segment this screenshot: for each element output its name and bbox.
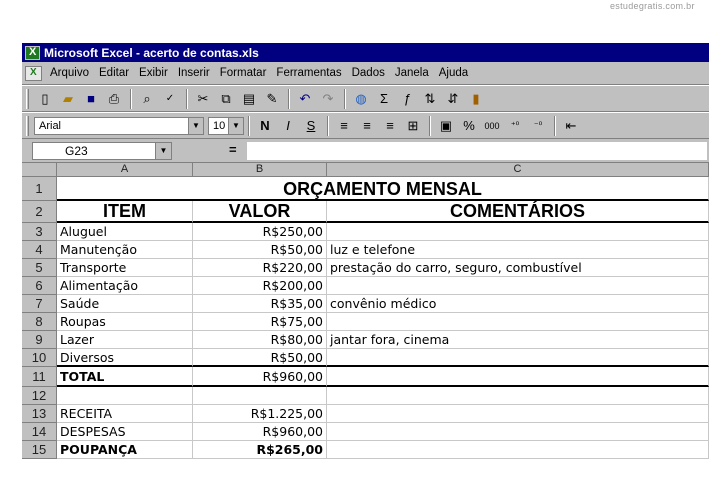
cell-b12[interactable] bbox=[193, 387, 327, 405]
undo-icon[interactable]: ↶ bbox=[299, 90, 311, 106]
underline-icon[interactable]: S bbox=[306, 118, 316, 133]
align-left-icon[interactable]: ≡ bbox=[340, 118, 348, 133]
standard-toolbar bbox=[22, 85, 709, 112]
column-header-c[interactable]: C bbox=[327, 163, 709, 177]
menu-dados[interactable]: Dados bbox=[351, 67, 385, 79]
table-row bbox=[22, 223, 709, 241]
cell-a14[interactable]: DESPESAS bbox=[57, 423, 193, 441]
chevron-down-icon[interactable]: ▼ bbox=[188, 118, 203, 134]
table-row bbox=[22, 331, 709, 349]
row-header[interactable]: 10 bbox=[22, 349, 57, 367]
italic-icon[interactable]: I bbox=[286, 118, 290, 133]
menu-editar[interactable]: Editar bbox=[99, 67, 130, 79]
cell-c6[interactable] bbox=[327, 277, 709, 295]
align-center-icon[interactable]: ≡ bbox=[363, 118, 371, 133]
cell-b15[interactable]: R$265,00 bbox=[193, 441, 327, 459]
sheet-title[interactable]: ORÇAMENTO MENSAL bbox=[57, 177, 709, 201]
table-row bbox=[22, 405, 709, 423]
table-row bbox=[22, 387, 709, 405]
separator bbox=[248, 116, 250, 136]
cell-c7[interactable]: convênio médico bbox=[327, 295, 709, 313]
row-header[interactable]: 14 bbox=[22, 423, 57, 441]
print-preview-icon[interactable]: ⌕ bbox=[143, 90, 151, 106]
separator bbox=[429, 116, 431, 136]
separator bbox=[327, 116, 329, 136]
table-row bbox=[22, 259, 709, 277]
separator bbox=[288, 89, 290, 109]
cell-b6[interactable]: R$200,00 bbox=[193, 277, 327, 295]
cell-a12[interactable] bbox=[57, 387, 193, 405]
save-icon[interactable]: ■ bbox=[87, 91, 95, 106]
workbook-icon[interactable] bbox=[25, 66, 42, 81]
bold-icon[interactable]: N bbox=[260, 118, 270, 133]
font-name-select[interactable] bbox=[34, 117, 204, 135]
redo-icon[interactable]: ↷ bbox=[322, 90, 334, 106]
excel-app-icon[interactable] bbox=[25, 46, 40, 60]
merge-center-icon[interactable]: ⊞ bbox=[407, 117, 419, 133]
cell-a6[interactable]: Alimentação bbox=[57, 277, 193, 295]
cell-c9[interactable]: jantar fora, cinema bbox=[327, 331, 709, 349]
table-row bbox=[22, 423, 709, 441]
cell-c11[interactable] bbox=[327, 367, 709, 387]
chevron-down-icon[interactable]: ▼ bbox=[228, 118, 243, 134]
new-icon[interactable]: ▯ bbox=[41, 90, 49, 106]
row-header[interactable]: 2 bbox=[22, 201, 57, 223]
format-painter-icon[interactable]: ✎ bbox=[266, 90, 278, 106]
window-title: Microsoft Excel - acerto de contas.xls bbox=[44, 45, 259, 60]
name-box[interactable] bbox=[32, 142, 172, 160]
formula-bar bbox=[22, 139, 709, 163]
menu-exibir[interactable]: Exibir bbox=[139, 67, 168, 79]
cell-a9[interactable]: Lazer bbox=[57, 331, 193, 349]
paste-icon[interactable]: ▤ bbox=[242, 90, 256, 106]
comma-style-icon[interactable]: 000 bbox=[484, 120, 500, 131]
header-comentarios[interactable]: COMENTÁRIOS bbox=[327, 201, 709, 223]
decrease-decimal-icon[interactable]: ⁻⁰ bbox=[533, 120, 543, 130]
cell-c10[interactable] bbox=[327, 349, 709, 367]
menu-formatar[interactable]: Formatar bbox=[219, 67, 267, 79]
cell-b11[interactable]: R$960,00 bbox=[193, 367, 327, 387]
currency-icon[interactable]: ▣ bbox=[439, 117, 453, 133]
spelling-icon[interactable]: ✓ bbox=[165, 93, 175, 104]
cell-b13[interactable]: R$1.225,00 bbox=[193, 405, 327, 423]
watermark: estudegratis.com.br bbox=[610, 1, 695, 11]
separator bbox=[554, 116, 556, 136]
sort-ascending-icon[interactable]: ⇅ bbox=[424, 90, 436, 106]
cell-c5[interactable]: prestação do carro, seguro, combustível bbox=[327, 259, 709, 277]
table-row bbox=[22, 295, 709, 313]
name-box-value: G23 bbox=[65, 144, 88, 158]
decrease-indent-icon[interactable]: ⇤ bbox=[565, 117, 577, 133]
cell-c13[interactable] bbox=[327, 405, 709, 423]
cell-b3[interactable]: R$250,00 bbox=[193, 223, 327, 241]
row-header[interactable]: 15 bbox=[22, 441, 57, 459]
font-name-value: Arial bbox=[39, 119, 62, 132]
separator bbox=[130, 89, 132, 109]
cell-a7[interactable]: Saúde bbox=[57, 295, 193, 313]
cell-a10[interactable]: Diversos bbox=[57, 349, 193, 367]
web-toolbar-icon[interactable]: ◍ bbox=[355, 90, 367, 106]
cell-b7[interactable]: R$35,00 bbox=[193, 295, 327, 313]
table-row bbox=[22, 349, 709, 367]
autosum-icon[interactable]: Σ bbox=[379, 91, 389, 106]
menu-arquivo[interactable]: Arquivo bbox=[50, 67, 89, 79]
cell-a5[interactable]: Transporte bbox=[57, 259, 193, 277]
cell-b10[interactable]: R$50,00 bbox=[193, 349, 327, 367]
table-row bbox=[22, 177, 709, 201]
row-header[interactable]: 1 bbox=[22, 177, 57, 201]
row-header[interactable]: 4 bbox=[22, 241, 57, 259]
cell-c8[interactable] bbox=[327, 313, 709, 331]
table-row bbox=[22, 441, 709, 459]
font-size-value: 10 bbox=[213, 119, 226, 132]
worksheet-grid bbox=[22, 163, 709, 487]
row-header[interactable]: 9 bbox=[22, 331, 57, 349]
align-right-icon[interactable]: ≡ bbox=[386, 118, 394, 133]
cell-b5[interactable]: R$220,00 bbox=[193, 259, 327, 277]
menu-janela[interactable]: Janela bbox=[394, 67, 429, 79]
separator bbox=[186, 89, 188, 109]
formula-input[interactable] bbox=[247, 142, 707, 160]
row-header[interactable]: 5 bbox=[22, 259, 57, 277]
toolbar-grip[interactable] bbox=[26, 89, 29, 109]
cell-c14[interactable] bbox=[327, 423, 709, 441]
cell-a15[interactable]: POUPANÇA bbox=[57, 441, 193, 459]
row-header[interactable]: 3 bbox=[22, 223, 57, 241]
cell-b14[interactable]: R$960,00 bbox=[193, 423, 327, 441]
row-header[interactable]: 7 bbox=[22, 295, 57, 313]
column-header-a[interactable]: A bbox=[57, 163, 193, 177]
increase-decimal-icon[interactable]: ⁺⁰ bbox=[510, 120, 520, 130]
cell-b4[interactable]: R$50,00 bbox=[193, 241, 327, 259]
row-header[interactable]: 8 bbox=[22, 313, 57, 331]
function-icon[interactable]: ƒ bbox=[403, 91, 411, 106]
cell-c3[interactable] bbox=[327, 223, 709, 241]
open-icon[interactable]: ▰ bbox=[63, 90, 73, 106]
cell-b9[interactable]: R$80,00 bbox=[193, 331, 327, 349]
menu-ferramentas[interactable]: Ferramentas bbox=[276, 67, 342, 79]
table-row bbox=[22, 367, 709, 387]
title-bar bbox=[22, 43, 709, 62]
select-all-corner[interactable] bbox=[22, 163, 57, 177]
toolbar-grip[interactable] bbox=[26, 116, 29, 136]
sort-descending-icon[interactable]: ⇵ bbox=[447, 90, 459, 106]
row-header[interactable]: 6 bbox=[22, 277, 57, 295]
copy-icon[interactable]: ⧉ bbox=[221, 90, 231, 106]
table-row bbox=[22, 201, 709, 223]
header-item[interactable]: ITEM bbox=[57, 201, 193, 223]
percent-icon[interactable]: % bbox=[463, 118, 475, 133]
font-size-select[interactable] bbox=[208, 117, 244, 135]
header-valor[interactable]: VALOR bbox=[193, 201, 327, 223]
row-header[interactable]: 12 bbox=[22, 387, 57, 405]
menu-bar bbox=[22, 62, 709, 85]
print-icon[interactable]: ⎙ bbox=[108, 90, 120, 106]
cell-a13[interactable]: RECEITA bbox=[57, 405, 193, 423]
separator bbox=[344, 89, 346, 109]
table-row bbox=[22, 241, 709, 259]
chart-wizard-icon[interactable]: ▮ bbox=[472, 90, 480, 106]
table-row bbox=[22, 277, 709, 295]
cell-b8[interactable]: R$75,00 bbox=[193, 313, 327, 331]
cut-icon[interactable]: ✂ bbox=[197, 90, 209, 106]
excel-window bbox=[22, 43, 709, 487]
chevron-down-icon[interactable]: ▼ bbox=[155, 143, 171, 159]
cell-a4[interactable]: Manutenção bbox=[57, 241, 193, 259]
row-header[interactable]: 13 bbox=[22, 405, 57, 423]
column-header-b[interactable]: B bbox=[193, 163, 327, 177]
cell-c12[interactable] bbox=[327, 387, 709, 405]
cell-c15[interactable] bbox=[327, 441, 709, 459]
cell-a8[interactable]: Roupas bbox=[57, 313, 193, 331]
cell-a11[interactable]: TOTAL bbox=[57, 367, 193, 387]
cell-c4[interactable]: luz e telefone bbox=[327, 241, 709, 259]
formula-equals[interactable]: = bbox=[229, 142, 237, 157]
cell-a3[interactable]: Aluguel bbox=[57, 223, 193, 241]
row-header[interactable]: 11 bbox=[22, 367, 57, 387]
formatting-toolbar bbox=[22, 112, 709, 139]
menu-inserir[interactable]: Inserir bbox=[177, 67, 210, 79]
menu-ajuda[interactable]: Ajuda bbox=[438, 67, 469, 79]
table-row bbox=[22, 313, 709, 331]
